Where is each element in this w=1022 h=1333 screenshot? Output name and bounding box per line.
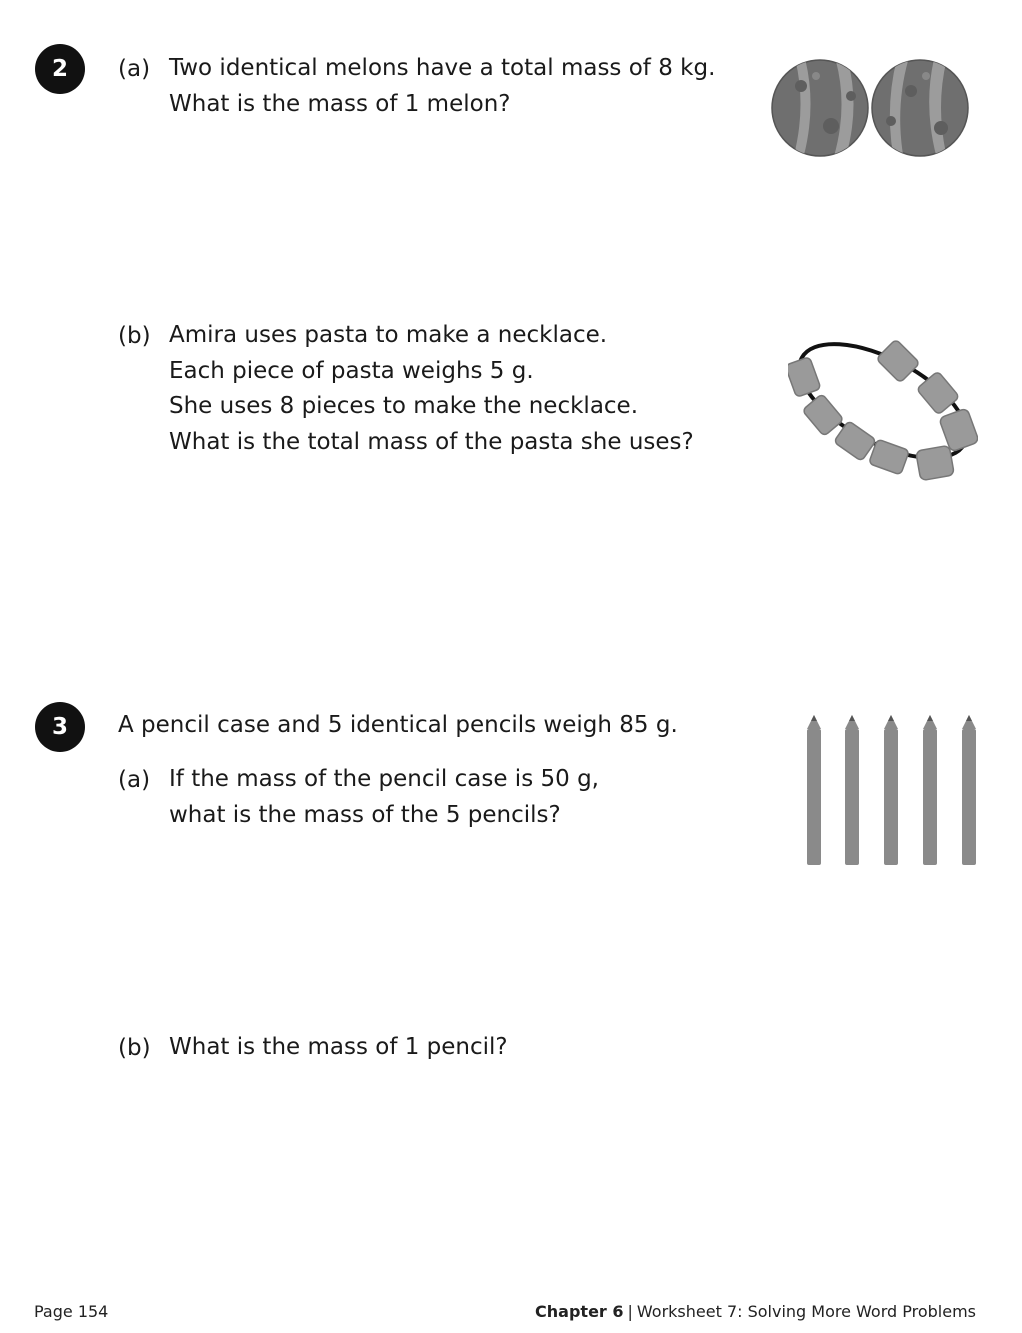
question-number-3: 3	[35, 702, 85, 752]
melon-1	[772, 56, 868, 160]
q2a-line-2: What is the mass of 1 melon?	[169, 90, 511, 117]
pencil-5	[962, 715, 976, 865]
q2b-line-1: Amira uses pasta to make a necklace.	[169, 322, 608, 348]
pasta-piece	[834, 421, 877, 462]
chapter-label: Chapter 6	[535, 1302, 624, 1321]
pasta-piece	[939, 408, 978, 452]
q3a-line-2: what is the mass of the 5 pencils?	[169, 801, 561, 828]
pasta-piece	[802, 394, 844, 437]
q2a-line-1: Two identical melons have a total mass of 8 kg.	[169, 55, 716, 81]
pencils-illustration	[800, 713, 980, 869]
pencil-2	[845, 715, 859, 865]
q2b-line-2: Each piece of pasta weighs 5 g.	[169, 357, 534, 384]
q2b-line-4: What is the total mass of the pasta she uses?	[169, 428, 694, 455]
pasta-piece	[788, 357, 821, 398]
q2b-line-3: She uses 8 pieces to make the necklace.	[169, 393, 639, 419]
page-number: Page 154	[34, 1302, 109, 1321]
pasta-piece	[916, 445, 955, 480]
q2a-text	[169, 51, 715, 122]
q3a-label: (a)	[118, 767, 151, 793]
q3a-line-1: If the mass of the pencil case is 50 g,	[169, 766, 599, 792]
pencil-4	[923, 715, 937, 865]
question-number-2: 2	[35, 44, 85, 94]
q2b-text	[169, 318, 694, 460]
q2b-label: (b)	[118, 323, 151, 349]
pencil-1	[807, 715, 821, 865]
pencil-3	[884, 715, 898, 865]
q3b-label: (b)	[118, 1035, 151, 1061]
melon-2	[872, 56, 968, 160]
melons-illustration	[771, 56, 971, 160]
q3b-text: What is the mass of 1 pencil?	[169, 1034, 508, 1060]
q3a-text	[169, 762, 599, 833]
q2a-label: (a)	[118, 56, 151, 82]
worksheet-title: Worksheet 7: Solving More Word Problems	[636, 1302, 976, 1321]
footer-separator: |	[627, 1302, 633, 1321]
pasta-piece	[876, 339, 920, 383]
footer-title	[535, 1302, 976, 1321]
pasta-piece	[869, 439, 910, 475]
q3-intro: A pencil case and 5 identical pencils weigh 85 g.	[118, 712, 678, 738]
pasta-necklace-illustration	[788, 326, 978, 486]
